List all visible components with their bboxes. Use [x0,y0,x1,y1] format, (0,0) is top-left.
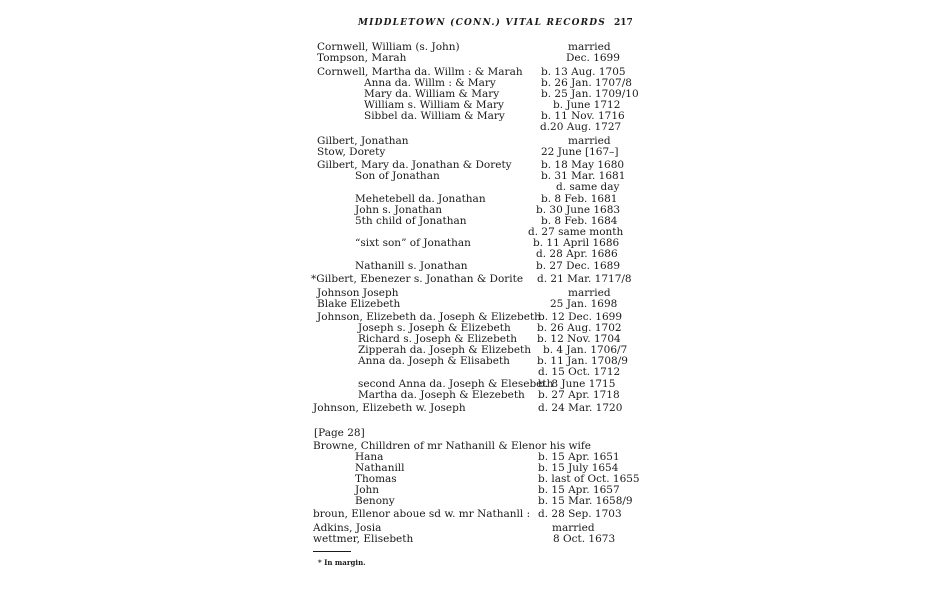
record-name: Cornwell, Martha da. Willm : & Marah [317,66,523,78]
record-date: b. 11 April 1686 [533,237,620,249]
record-date: b. June 1712 [553,99,621,111]
record-date: b. 15 Mar. 1658/9 [538,495,633,507]
record-date: b. 15 Apr. 1651 [538,451,620,463]
record-name: Joseph s. Joseph & Elizebeth [358,322,511,334]
record-date: b. 26 Jan. 1707/8 [541,77,632,89]
record-date: b. 26 Aug. 1702 [537,322,622,334]
record-name: Nathanill [355,462,405,474]
record-name: John s. Jonathan [355,204,443,216]
record-name: Son of Jonathan [355,170,440,182]
record-date: married [552,522,595,534]
record-date: b. 31 Mar. 1681 [541,170,626,182]
record-name: Richard s. Joseph & Elizebeth [358,333,517,345]
record-date: married [568,135,611,147]
record-date: b. 4 Jan. 1706/7 [543,344,628,356]
page-marker: [Page 28] [314,427,365,439]
record-date: b. 27 Dec. 1689 [536,260,621,272]
record-date: d.20 Aug. 1727 [540,121,622,133]
record-name: Mehetebell da. Jonathan [355,193,486,205]
record-date: d. 28 Sep. 1703 [538,508,622,520]
record-name: Browne, Chilldren of mr Nathanill & Elenor his wife [313,440,591,452]
record-date: d. same day [556,181,620,193]
record-name: Anna da. Willm : & Mary [364,77,496,89]
record-date: 8 Oct. 1673 [553,533,616,545]
record-name: second Anna da. Joseph & Elesebeth [358,378,554,390]
record-date: b. 13 Aug. 1705 [541,66,626,78]
record-name: Zipperah da. Joseph & Elizebeth [358,344,532,356]
record-name: 5th child of Jonathan [355,215,467,227]
record-name: Benony [355,495,395,507]
record-date: b. 18 May 1680 [541,159,625,171]
page-number: 217 [614,18,633,28]
record-name: “sixt son” of Jonathan [355,237,471,249]
record-name: Blake Elizebeth [317,298,401,310]
record-date: b. 25 Jan. 1709/10 [541,88,639,100]
record-date: 25 Jan. 1698 [550,298,618,310]
record-date: b. 11 Jan. 1708/9 [537,355,628,367]
record-date: Dec. 1699 [566,52,620,64]
record-name: Martha da. Joseph & Elezebeth [358,389,525,401]
record-date: d. 15 Oct. 1712 [538,366,621,378]
record-date: b. 27 Apr. 1718 [538,389,620,401]
record-date: married [568,287,611,299]
record-date: d. 21 Mar. 1717/8 [537,273,632,285]
record-date: d. 28 Apr. 1686 [536,248,618,260]
record-name: Johnson, Elizebeth w. Joseph [313,402,466,414]
record-name: Cornwell, William (s. John) [317,41,460,53]
record-date: d. 27 same month [528,226,624,238]
record-name: broun, Ellenor aboue sd w. mr Nathanll : [313,508,531,520]
record-date: b. 11 Nov. 1716 [541,110,625,122]
record-date: 22 June [167–] [541,146,619,158]
record-name: Mary da. William & Mary [364,88,500,100]
record-name: Anna da. Joseph & Elisabeth [358,355,510,367]
record-name: Hana [355,451,384,463]
record-date: b. 12 Dec. 1699 [538,311,623,323]
record-date: b. 30 June 1683 [536,204,621,216]
record-date: b. last of Oct. 1655 [538,473,640,485]
record-date: b. 8 Feb. 1684 [541,215,618,227]
record-date: b. 8 Feb. 1681 [541,193,618,205]
record-name: Stow, Dorety [317,146,386,158]
record-name: Tompson, Marah [317,52,407,64]
record-name: wettmer, Elisebeth [313,533,414,545]
record-name: *Gilbert, Ebenezer s. Jonathan & Dorite [311,273,524,285]
record-name: Adkins, Josia [313,522,382,534]
record-date: married [568,41,611,53]
record-name: William s. William & Mary [364,99,504,111]
record-name: Nathanill s. Jonathan [355,260,468,272]
record-name: Gilbert, Mary da. Jonathan & Dorety [317,159,512,171]
record-date: b. 15 Apr. 1657 [538,484,620,496]
record-date: b. 15 July 1654 [538,462,619,474]
record-date: b. 8 June 1715 [538,378,616,390]
record-name: Johnson, Elizebeth da. Joseph & Elizebeth [317,311,541,323]
record-name: Sibbel da. William & Mary [364,110,505,122]
record-date: d. 24 Mar. 1720 [538,402,623,414]
footnote: * In margin. [318,558,366,567]
record-date: b. 12 Nov. 1704 [537,333,621,345]
running-head: MIDDLETOWN (CONN.) VITAL RECORDS [358,18,607,28]
footnote-divider [313,551,351,552]
record-name: Gilbert, Jonathan [317,135,409,147]
record-name: Johnson Joseph [317,287,399,299]
record-name: John [355,484,380,496]
record-name: Thomas [355,473,397,485]
